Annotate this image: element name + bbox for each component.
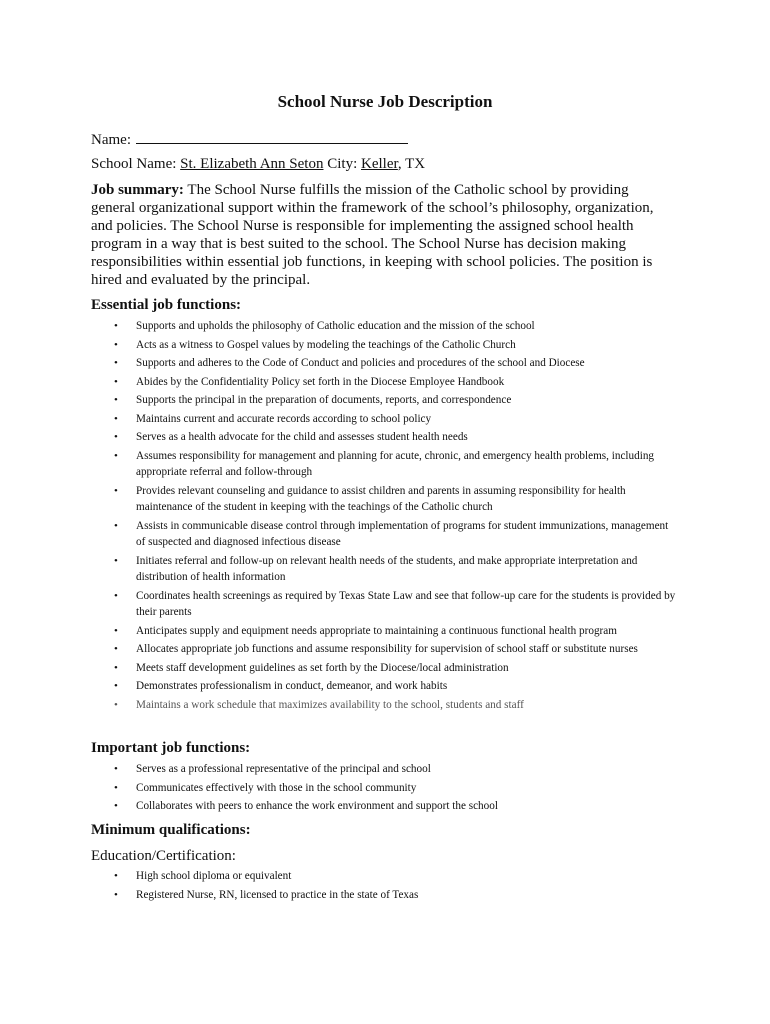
education-certification-subheading: Education/Certification: (91, 848, 236, 864)
list-item: • Serves as a professional representative of the principal and school (136, 761, 676, 778)
school-line (91, 156, 425, 173)
city-value: Keller (361, 156, 398, 172)
name-blank[interactable] (136, 129, 408, 144)
school-name-value: St. Elizabeth Ann Seton (180, 156, 324, 172)
list-item: • Acts as a witness to Gospel values by modeling the teachings of the Catholic Church (136, 337, 676, 354)
list-item: • Communicates effectively with those in the school community (136, 780, 676, 797)
school-name-label: School Name: (91, 156, 177, 172)
state-value: , TX (397, 156, 426, 172)
list-item: • Abides by the Confidentiality Policy set forth in the Diocese Employee Handbook (136, 374, 676, 391)
list-item: • Provides relevant counseling and guidance to assist children and parents in assuming responsibility for health maintenance of the student in keeping with the teachings of the Catholic church (136, 483, 676, 516)
list-item: • Maintains current and accurate records according to school policy (136, 411, 676, 428)
essential-functions-heading: Essential job functions: (91, 297, 242, 313)
list-item: • Supports and adheres to the Code of Conduct and policies and procedures of the school and Diocese (136, 355, 676, 372)
list-item: • High school diploma or equivalent (136, 868, 676, 885)
list-item: • Registered Nurse, RN, licensed to practice in the state of Texas (136, 887, 676, 904)
list-item: • Supports the principal in the preparation of documents, reports, and correspondence (136, 392, 676, 409)
list-item: • Maintains a work schedule that maximizes availability to the school, students and staff (136, 697, 676, 714)
job-summary-label: Job summary: (91, 182, 184, 198)
list-item: • Assumes responsibility for management and planning for acute, chronic, and emergency health problems, including appropriate referral and follow-through (136, 448, 676, 481)
name-label: Name: (91, 132, 131, 148)
list-item: • Initiates referral and follow-up on relevant health needs of the students, and make appropriate interpretation and distribution of health information (136, 553, 676, 586)
list-item: • Coordinates health screenings as required by Texas State Law and see that follow-up care for the students is provided by their parents (136, 588, 676, 621)
list-item: • Supports and upholds the philosophy of Catholic education and the mission of the school (136, 318, 676, 335)
job-summary-text: The School Nurse fulfills the mission of the Catholic school by providing general organizational support within the framework of the school’s philosophy, organization, and policies. The School Nurse is responsible for implementing the assigned school health program in a way that is best suited to the school. The School Nurse has decision making responsibilities within essential job functions, in keeping with school policies. The position is hired and evaluated by the principal. (91, 182, 654, 288)
list-item: • Assists in communicable disease control through implementation of programs for student immunizations, management of suspected and diagnosed infectious disease (136, 518, 676, 551)
essential-functions-list (136, 318, 676, 715)
list-item: • Serves as a health advocate for the child and assesses student health needs (136, 429, 676, 446)
list-item: • Anticipates supply and equipment needs appropriate to maintaining a continuous functional health program (136, 623, 676, 640)
name-field-line (91, 129, 408, 149)
job-summary (91, 181, 671, 289)
minimum-qualifications-list (136, 868, 676, 905)
city-label: City: (327, 156, 358, 172)
document-title: School Nurse Job Description (277, 92, 493, 111)
list-item: • Allocates appropriate job functions and assume responsibility for supervision of school staff or substitute nurses (136, 641, 676, 658)
list-item: • Collaborates with peers to enhance the work environment and support the school (136, 798, 676, 815)
important-functions-list (136, 761, 676, 817)
important-functions-heading: Important job functions: (91, 740, 251, 756)
list-item: • Demonstrates professionalism in conduct, demeanor, and work habits (136, 678, 676, 695)
minimum-qualifications-heading: Minimum qualifications: (91, 822, 251, 838)
list-item: • Meets staff development guidelines as set forth by the Diocese/local administration (136, 660, 676, 677)
